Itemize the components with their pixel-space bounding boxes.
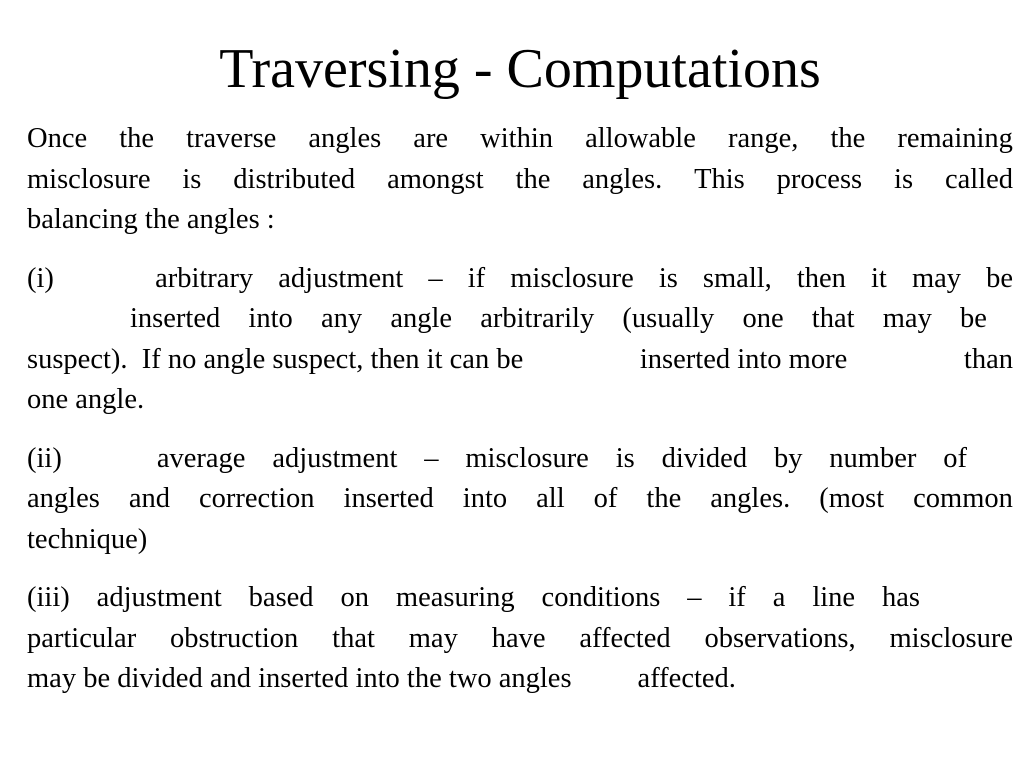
- word: arbitrarily: [480, 303, 595, 334]
- word: misclosure: [510, 262, 634, 294]
- slide-body: [27, 119, 1013, 700]
- word: the: [515, 163, 551, 195]
- list-item-ii: [27, 439, 1013, 561]
- word: particular: [27, 622, 137, 654]
- word: observations,: [704, 622, 856, 654]
- text-segment: may be divided and inserted into the two angles: [27, 663, 572, 694]
- word: obstruction: [170, 622, 299, 654]
- word: inserted: [130, 303, 221, 334]
- word: adjustment: [96, 582, 222, 613]
- text-line: [27, 578, 1013, 619]
- word: amongst: [387, 163, 484, 195]
- word: technique): [27, 523, 148, 555]
- word: if: [467, 262, 486, 294]
- word: measuring: [395, 582, 515, 613]
- word: the: [830, 123, 866, 154]
- word: Once: [27, 123, 88, 154]
- word: one angle.: [27, 384, 145, 415]
- word: misclosure: [889, 622, 1013, 654]
- word: by: [773, 442, 803, 474]
- word: called: [944, 163, 1013, 195]
- word: all: [536, 483, 565, 514]
- word: may: [911, 262, 962, 294]
- list-marker: (ii): [27, 442, 62, 474]
- word: if: [728, 582, 746, 613]
- word: into: [462, 483, 508, 514]
- text-segment: suspect). If no angle suspect, then it can be: [27, 343, 524, 375]
- word: range,: [727, 123, 799, 154]
- word: that: [811, 303, 855, 334]
- text-line: [27, 439, 1013, 480]
- word: into: [248, 303, 293, 334]
- word: –: [428, 262, 443, 294]
- intro-paragraph: [27, 119, 1013, 241]
- word: has: [881, 582, 920, 613]
- word: process: [776, 163, 863, 195]
- word: within: [480, 123, 554, 154]
- text-line: [27, 659, 1013, 700]
- word: (usually: [622, 303, 715, 334]
- word: it: [871, 262, 887, 294]
- word: the: [646, 483, 682, 514]
- word: is: [658, 262, 678, 294]
- word: misclosure: [465, 442, 589, 474]
- word: are: [413, 123, 449, 154]
- text-line: [27, 259, 1013, 300]
- word: angles: [308, 123, 382, 154]
- word: –: [687, 582, 702, 613]
- word: adjustment: [272, 442, 398, 474]
- word: traverse: [186, 123, 277, 154]
- word: that: [332, 622, 375, 654]
- paragraph-gap: [27, 241, 1013, 259]
- word: This: [694, 163, 745, 195]
- word: misclosure: [27, 163, 151, 195]
- word: allowable: [585, 123, 696, 154]
- text-line: [27, 160, 1013, 201]
- paragraph-gap: [27, 560, 1013, 578]
- word: be: [986, 262, 1013, 294]
- word: may: [882, 303, 932, 334]
- word: (most: [819, 483, 885, 514]
- text-line: [27, 299, 1013, 340]
- word: inserted: [343, 483, 434, 514]
- word: correction: [199, 483, 315, 514]
- paragraph-gap: [27, 421, 1013, 439]
- word: angles: [27, 483, 100, 514]
- text-line: [27, 200, 1013, 241]
- word: of: [593, 483, 618, 514]
- word: is: [182, 163, 202, 195]
- word: of: [943, 442, 967, 474]
- text-line: [27, 520, 1013, 561]
- word: arbitrary: [155, 262, 254, 294]
- text-line: [27, 380, 1013, 421]
- word: the: [119, 123, 155, 154]
- text-line: [27, 619, 1013, 660]
- text-segment: affected.: [637, 663, 736, 694]
- word: and: [128, 483, 170, 514]
- word: number: [829, 442, 917, 474]
- slide-title: Traversing - Computations: [219, 38, 821, 100]
- word: small,: [702, 262, 772, 294]
- text-line: [27, 340, 1013, 381]
- text-segment: than: [963, 343, 1013, 375]
- list-marker: (iii): [27, 582, 70, 613]
- word: remaining: [897, 123, 1013, 154]
- word: angles.: [582, 163, 663, 195]
- list-item-i: [27, 259, 1013, 421]
- word: balancing the angles :: [27, 204, 275, 235]
- word: adjustment: [278, 262, 404, 294]
- word: have: [491, 622, 546, 654]
- word: common: [913, 483, 1013, 514]
- text-line: [27, 479, 1013, 520]
- word: line: [812, 582, 856, 613]
- word: may: [408, 622, 458, 654]
- word: based: [248, 582, 314, 613]
- word: conditions: [541, 582, 661, 613]
- word: is: [615, 442, 635, 474]
- word: average: [156, 442, 246, 474]
- word: angle: [390, 303, 453, 334]
- word: affected: [579, 622, 671, 654]
- word: any: [320, 303, 363, 334]
- word: angles.: [710, 483, 791, 514]
- text-segment: inserted into more: [639, 343, 848, 375]
- list-item-iii: [27, 578, 1013, 700]
- text-line: [27, 119, 1013, 160]
- list-marker: (i): [27, 262, 54, 294]
- word: on: [340, 582, 369, 613]
- word: divided: [661, 442, 748, 474]
- word: a: [772, 582, 786, 613]
- word: is: [894, 163, 914, 195]
- word: distributed: [233, 163, 356, 195]
- word: –: [424, 442, 439, 474]
- word: one: [742, 303, 784, 334]
- word: be: [960, 303, 987, 334]
- word: then: [796, 262, 846, 294]
